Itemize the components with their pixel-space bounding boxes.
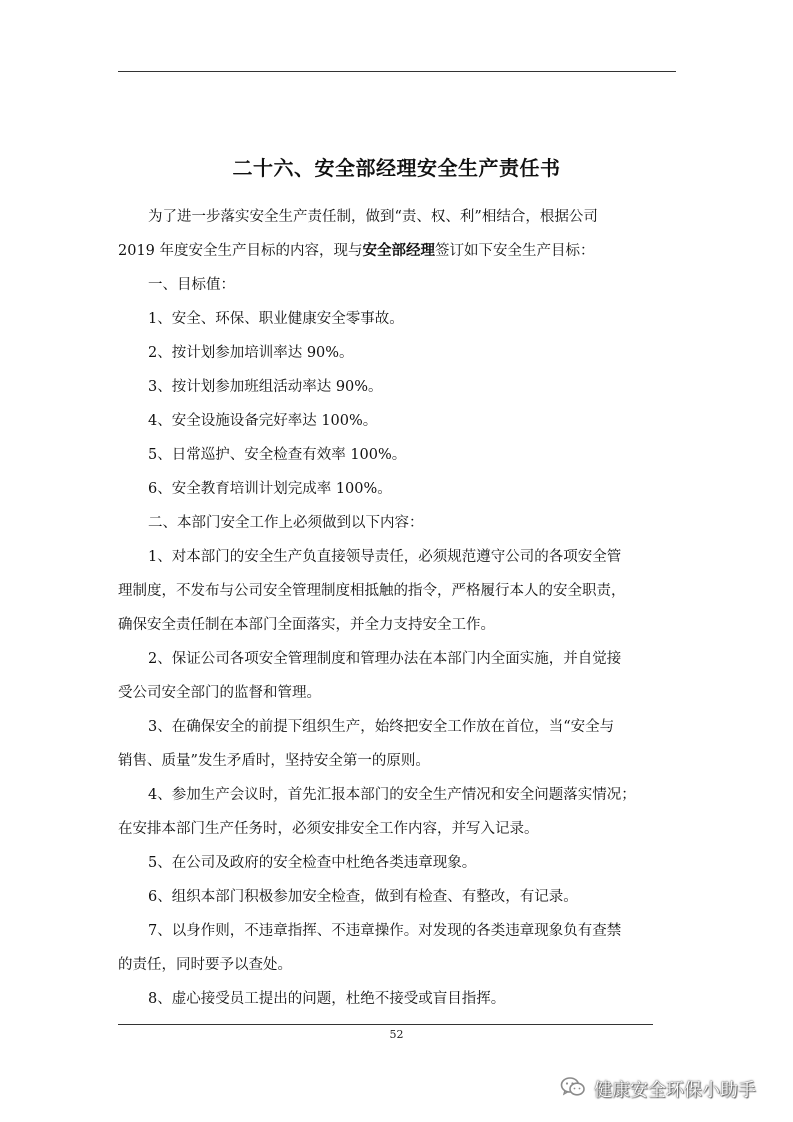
page-number: 52 — [389, 1028, 404, 1041]
duty-paragraph-4: 4、参加生产会议时，首先汇报本部门的安全生产情况和安全问题落实情况； — [148, 787, 636, 803]
duty-paragraph-1-cont: 理制度，不发布与公司安全管理制度相抵触的指令，严格履行本人的安全职责， — [118, 583, 626, 599]
document-title: 二十六、安全部经理安全生产责任书 — [232, 156, 561, 180]
header-rule — [118, 71, 676, 72]
target-item: 5、日常巡护、安全检查有效率 100%。 — [148, 447, 407, 463]
duty-paragraph-1: 1、对本部门的安全生产负直接领导责任，必须规范遵守公司的各项安全管 — [148, 549, 622, 565]
intro-bold-role: 安全部经理 — [362, 243, 436, 259]
target-item: 6、安全教育培训计划完成率 100%。 — [148, 481, 392, 497]
duty-paragraph-7: 7、以身作则，不违章指挥、不违章操作。对发现的各类违章现象负有查禁 — [148, 923, 622, 939]
footer-rule — [118, 1024, 653, 1025]
target-item: 3、按计划参加班组活动率达 90%。 — [148, 379, 383, 395]
duty-paragraph-5: 5、在公司及政府的安全检查中杜绝各类违章现象。 — [148, 855, 477, 871]
duty-paragraph-2: 2、保证公司各项安全管理制度和管理办法在本部门内全面实施，并自觉接 — [148, 651, 622, 667]
intro-line-2 — [118, 234, 688, 268]
duty-paragraph-3: 3、在确保安全的前提下组织生产，始终把安全工作放在首位，当“安全与 — [148, 719, 615, 735]
duty-paragraph-1-cont: 确保安全责任制在本部门全面落实，并全力支持安全工作。 — [118, 617, 495, 633]
document-body — [118, 200, 688, 1016]
watermark — [560, 1077, 756, 1101]
duty-paragraph-6: 6、组织本部门积极参加安全检查，做到有检查、有整改，有记录。 — [148, 889, 578, 905]
duty-paragraph-4-cont: 在安排本部门生产任务时，必须安排安全工作内容，并写入记录。 — [118, 821, 539, 837]
intro-line-1: 为了进一步落实安全生产责任制，做到“责、权、利”相结合，根据公司 — [148, 209, 598, 225]
wechat-icon — [560, 1076, 586, 1102]
section2-heading: 二、本部门安全工作上必须做到以下内容： — [148, 515, 424, 531]
duty-paragraph-2-cont: 受公司安全部门的监督和管理。 — [118, 685, 321, 701]
duty-paragraph-8: 8、虚心接受员工提出的问题，杜绝不接受或盲目指挥。 — [148, 991, 506, 1007]
section1-heading: 一、目标值： — [148, 277, 235, 293]
intro-text-before: 2019 年度安全生产目标的内容，现与 — [118, 243, 363, 259]
duty-paragraph-7-cont: 的责任，同时要予以查处。 — [118, 957, 292, 973]
target-item: 1、安全、环保、职业健康安全零事故。 — [148, 311, 404, 327]
intro-text-after: 签订如下安全生产目标： — [435, 243, 595, 259]
target-item: 2、按计划参加培训率达 90%。 — [148, 345, 354, 361]
duty-paragraph-3-cont: 销售、质量”发生矛盾时，坚持安全第一的原则。 — [118, 753, 430, 769]
target-item: 4、安全设施设备完好率达 100%。 — [148, 413, 378, 429]
watermark-text: 健康安全环保小助手 — [594, 1080, 756, 1101]
